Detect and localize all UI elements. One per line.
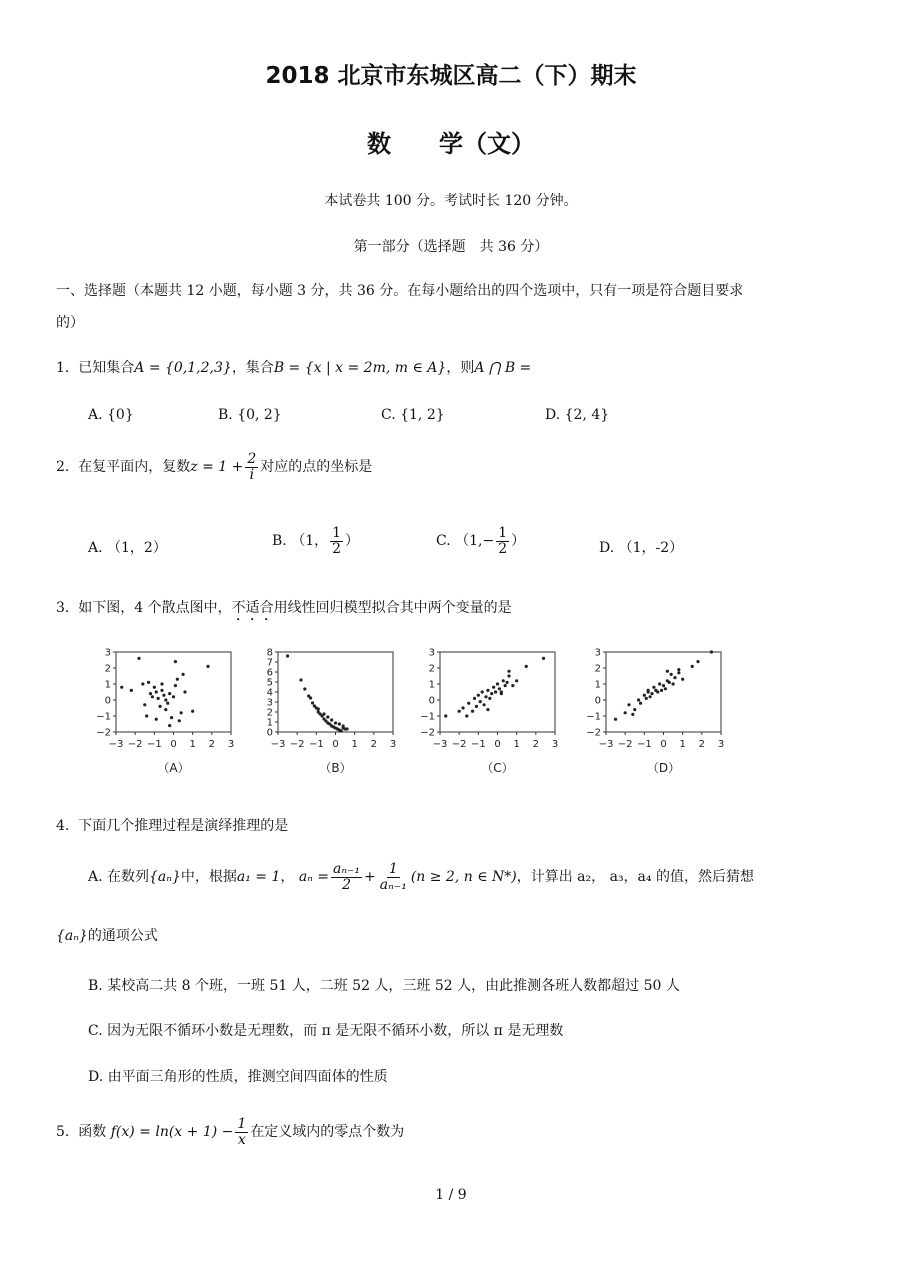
function-expression: f(x) = ln(x + 1) − (110, 1124, 234, 1141)
data-point (160, 682, 163, 685)
sequence-expression: {aₙ} (56, 928, 88, 944)
q4-option-c: C. 因为无限不循环小数是无理数，而 π 是无限不循环小数，所以 π 是无理数 (88, 1023, 564, 1039)
scatter-plots-figure (90, 640, 730, 790)
question-text: 对应的点的坐标是 (260, 459, 373, 476)
data-point (465, 714, 468, 717)
plot-label: （B） (319, 761, 352, 775)
y-tick-label: 1 (266, 717, 273, 729)
fraction (496, 526, 509, 556)
data-point (677, 671, 680, 674)
y-tick-label: 0 (428, 695, 435, 707)
page-number: 1 / 9 (435, 1187, 467, 1203)
option-text: B. （1， (272, 533, 329, 550)
data-point (168, 692, 171, 695)
plot-frame (278, 652, 393, 732)
plot-label: （C） (481, 761, 514, 775)
data-point (498, 687, 501, 690)
data-point (145, 714, 148, 717)
data-point (710, 650, 713, 653)
x-tick-label: 1 (189, 739, 196, 750)
x-tick-label: 0 (170, 739, 177, 750)
y-tick-label: 2 (104, 663, 111, 675)
y-tick-label: 3 (594, 647, 601, 659)
exam-info: 本试卷共 100 分。考试时长 120 分钟。 (324, 193, 578, 209)
question-number: 5. (56, 1124, 70, 1141)
data-point (444, 714, 447, 717)
q4-option-a (88, 862, 754, 892)
x-tick-label: −1 (146, 739, 162, 750)
data-point (486, 708, 489, 711)
data-point (178, 719, 181, 722)
q1-option-d: D. {2, 4} (545, 407, 610, 423)
fraction-numerator: 2 (247, 451, 257, 467)
x-tick-label: −3 (432, 739, 448, 750)
data-point (330, 718, 333, 721)
y-tick-label: 3 (428, 647, 435, 659)
x-tick-label: −3 (270, 739, 286, 750)
x-tick-label: 0 (332, 739, 339, 750)
data-point (467, 702, 470, 705)
data-point (696, 660, 699, 663)
y-tick-label: 4 (266, 687, 273, 699)
data-point (158, 705, 161, 708)
x-tick-label: −3 (598, 739, 614, 750)
data-point (338, 722, 341, 725)
plot-frame (116, 652, 231, 732)
data-point (164, 698, 167, 701)
data-point (662, 684, 665, 687)
y-tick-label: 0 (266, 727, 273, 739)
data-point (340, 729, 343, 732)
data-point (120, 686, 123, 689)
data-point (664, 687, 667, 690)
question-text: 在复平面内，复数 (78, 459, 191, 476)
q2-option-a: A. （1，2） (88, 540, 167, 556)
data-point (174, 660, 177, 663)
q4-option-a-cont (56, 925, 158, 945)
data-point (130, 689, 133, 692)
data-point (342, 724, 345, 727)
data-point (168, 724, 171, 727)
complex-z-expression: z = 1 + (190, 459, 244, 476)
question-text: 如下图，4 个散点图中， (78, 600, 232, 616)
data-point (475, 705, 478, 708)
data-point (691, 665, 694, 668)
fraction (378, 862, 409, 892)
fraction (330, 526, 343, 556)
option-text: ） (511, 533, 526, 550)
data-point (317, 707, 320, 710)
x-tick-label: −2 (451, 739, 467, 750)
question-1 (56, 357, 531, 377)
y-tick-label: 2 (266, 707, 273, 719)
fraction (331, 862, 362, 892)
data-point (160, 689, 163, 692)
data-point (668, 681, 671, 684)
data-point (681, 678, 684, 681)
fraction-denominator: 2 (332, 540, 342, 557)
fraction-numerator: 1 (498, 525, 508, 541)
plot-frame (606, 652, 721, 732)
data-point (525, 665, 528, 668)
data-point (141, 682, 144, 685)
data-point (505, 681, 508, 684)
y-tick-label: 0 (594, 695, 601, 707)
x-tick-label: 3 (717, 739, 725, 750)
q1-option-b: B. {0, 2} (218, 407, 282, 423)
data-point (496, 682, 499, 685)
fraction (245, 452, 258, 482)
section-heading-cont: 的） (56, 315, 84, 331)
x-tick-label: 2 (370, 739, 378, 750)
q1-option-a: A. {0} (88, 407, 134, 423)
x-tick-label: −1 (308, 739, 324, 750)
data-point (153, 686, 156, 689)
option-text: C. （1,− (436, 533, 495, 550)
data-point (345, 727, 348, 730)
y-tick-label: 2 (594, 663, 601, 675)
x-tick-label: 1 (351, 739, 358, 750)
fraction-denominator: x (237, 1131, 246, 1148)
sequence-expression: {aₙ} (149, 869, 181, 886)
data-point (484, 695, 487, 698)
data-point (494, 690, 497, 693)
data-point (637, 698, 640, 701)
option-text: A. 在数列 (88, 869, 150, 886)
data-point (647, 689, 650, 692)
q1-option-c: C. {1, 2} (381, 407, 445, 423)
data-point (155, 718, 158, 721)
x-tick-label: −1 (636, 739, 652, 750)
data-point (504, 684, 507, 687)
data-point (191, 710, 194, 713)
data-point (542, 657, 545, 660)
fraction-numerator: aₙ₋₁ (333, 861, 361, 877)
data-point (303, 687, 306, 690)
data-point (174, 684, 177, 687)
plot-label: （A） (157, 761, 190, 775)
data-point (645, 697, 648, 700)
fraction-denominator: aₙ₋₁ (379, 876, 407, 893)
data-point (137, 657, 140, 660)
y-tick-label: 3 (266, 697, 273, 709)
x-tick-label: 3 (389, 739, 397, 750)
data-point (511, 684, 514, 687)
data-point (172, 695, 175, 698)
data-point (648, 695, 651, 698)
fraction (235, 1117, 248, 1147)
question-2 (56, 452, 372, 482)
data-point (614, 718, 617, 721)
data-point (486, 689, 489, 692)
question-text: ，则 (446, 360, 475, 376)
option-text: ） (345, 533, 360, 550)
data-point (477, 694, 480, 697)
data-point (650, 692, 653, 695)
option-text: ， (280, 869, 295, 886)
data-point (461, 706, 464, 709)
x-tick-label: −2 (289, 739, 305, 750)
y-tick-label: −2 (420, 727, 435, 739)
q2-option-d: D. （1，-2） (599, 540, 684, 556)
data-point (162, 694, 165, 697)
y-tick-label: −2 (586, 727, 601, 739)
data-point (507, 670, 510, 673)
y-tick-label: 5 (266, 677, 273, 689)
question-3 (56, 597, 512, 624)
plot-frame (440, 652, 555, 732)
data-point (652, 686, 655, 689)
fraction-denominator: 2 (342, 876, 351, 893)
part-title: 第一部分（选择题 共 36 分） (353, 239, 549, 255)
data-point (624, 711, 627, 714)
data-point (670, 673, 673, 676)
condition-expression: (n ≥ 2, n ∈ N*) (410, 869, 517, 886)
data-point (490, 692, 493, 695)
data-point (643, 694, 646, 697)
y-tick-label: 3 (104, 647, 111, 659)
data-point (671, 682, 674, 685)
y-tick-label: 1 (428, 679, 435, 691)
data-point (507, 674, 510, 677)
page-title: 2018 北京市东城区高二（下）期末 (265, 63, 637, 89)
subject-title: 数 学（文） (367, 130, 535, 158)
data-point (673, 676, 676, 679)
data-point (666, 670, 669, 673)
x-tick-label: −2 (127, 739, 143, 750)
x-tick-label: 1 (679, 739, 686, 750)
data-point (488, 697, 491, 700)
data-point (473, 697, 476, 700)
fraction-numerator: 1 (332, 525, 342, 541)
data-point (166, 702, 169, 705)
data-point (500, 690, 503, 693)
a1-expression: a₁ = 1 (236, 869, 281, 886)
section-heading: 一、选择题（本题共 12 小题，每小题 3 分，共 36 分。在每小题给出的四个选项中，只有一项是符合题目要求 (56, 283, 744, 299)
data-point (479, 700, 482, 703)
x-tick-label: −3 (108, 739, 124, 750)
data-point (311, 701, 314, 704)
y-tick-label: −1 (586, 711, 601, 723)
x-tick-label: 0 (494, 739, 501, 750)
data-point (149, 692, 152, 695)
x-tick-label: 3 (551, 739, 559, 750)
data-point (482, 703, 485, 706)
question-text: 在定义域内的零点个数为 (250, 1124, 405, 1141)
data-point (660, 689, 663, 692)
question-5 (56, 1117, 404, 1147)
y-tick-label: −1 (420, 711, 435, 723)
set-b-expression: B = {x | x = 2m, m ∈ A} (273, 360, 447, 376)
y-tick-label: −1 (96, 711, 111, 723)
question-number: 2. (56, 459, 70, 476)
data-point (633, 708, 636, 711)
y-tick-label: 0 (104, 695, 111, 707)
plus-sign: + (364, 869, 376, 886)
intersection-expression: A ⋂ B = (474, 360, 532, 376)
x-tick-label: −1 (470, 739, 486, 750)
option-text: 的通项公式 (87, 928, 158, 944)
fraction-denominator: i (249, 466, 255, 483)
option-text: ，计算出 a₂， a₃，a₄ 的值，然后猜想 (516, 869, 754, 886)
data-point (170, 716, 173, 719)
data-point (627, 703, 630, 706)
data-point (492, 686, 495, 689)
y-tick-label: 1 (104, 679, 111, 691)
option-text: 中，根据 (180, 869, 237, 886)
data-point (157, 697, 160, 700)
data-point (206, 665, 209, 668)
data-point (151, 695, 154, 698)
q2-option-c (436, 526, 525, 556)
data-point (307, 694, 310, 697)
data-point (658, 682, 661, 685)
data-point (183, 690, 186, 693)
fraction-numerator: 1 (237, 1116, 247, 1132)
q4-option-b: B. 某校高二共 8 个班，一班 51 人，二班 52 人，三班 52 人，由此推测各班人数都超过 50 人 (88, 978, 680, 994)
data-point (471, 710, 474, 713)
data-point (176, 678, 179, 681)
x-tick-label: 2 (698, 739, 706, 750)
y-tick-label: 2 (428, 663, 435, 675)
data-point (334, 721, 337, 724)
q2-option-b (272, 526, 359, 556)
y-tick-label: 6 (266, 667, 273, 679)
data-point (458, 710, 461, 713)
fraction-numerator: 1 (388, 861, 398, 877)
question-number: 1. (56, 360, 70, 376)
data-point (299, 678, 302, 681)
data-point (286, 654, 289, 657)
question-4 (56, 815, 288, 835)
data-point (677, 668, 680, 671)
data-point (639, 702, 642, 705)
emphasized-text: 不适合 (231, 600, 274, 616)
data-point (180, 711, 183, 714)
x-tick-label: 0 (660, 739, 667, 750)
question-text: 已知集合 (78, 360, 135, 376)
y-tick-label: −2 (96, 727, 111, 739)
an-expression: aₙ = (298, 869, 330, 886)
data-point (515, 679, 518, 682)
plot-label: （D） (646, 761, 681, 775)
question-number: 3. (56, 600, 70, 616)
x-tick-label: −2 (617, 739, 633, 750)
question-text: 函数 (78, 1124, 107, 1141)
data-point (164, 708, 167, 711)
question-text: 下面几个推理过程是演绎推理的是 (78, 818, 289, 834)
y-tick-label: 1 (594, 679, 601, 691)
x-tick-label: 1 (513, 739, 520, 750)
data-point (326, 715, 329, 718)
data-point (155, 690, 158, 693)
data-point (631, 713, 634, 716)
data-point (147, 681, 150, 684)
data-point (143, 703, 146, 706)
x-tick-label: 3 (227, 739, 235, 750)
data-point (322, 712, 325, 715)
y-tick-label: 7 (266, 657, 273, 669)
data-point (656, 690, 659, 693)
x-tick-label: 2 (208, 739, 216, 750)
fraction-denominator: 2 (498, 540, 508, 557)
data-point (481, 690, 484, 693)
data-point (181, 673, 184, 676)
question-text: 用线性回归模型拟合其中两个变量的是 (273, 600, 512, 616)
question-number: 4. (56, 818, 70, 834)
question-text: ，集合 (231, 360, 274, 376)
y-tick-label: 8 (266, 647, 273, 659)
data-point (502, 679, 505, 682)
x-tick-label: 2 (532, 739, 540, 750)
q4-option-d: D. 由平面三角形的性质，推测空间四面体的性质 (88, 1069, 388, 1085)
set-a-expression: A = {0,1,2,3} (134, 360, 232, 376)
